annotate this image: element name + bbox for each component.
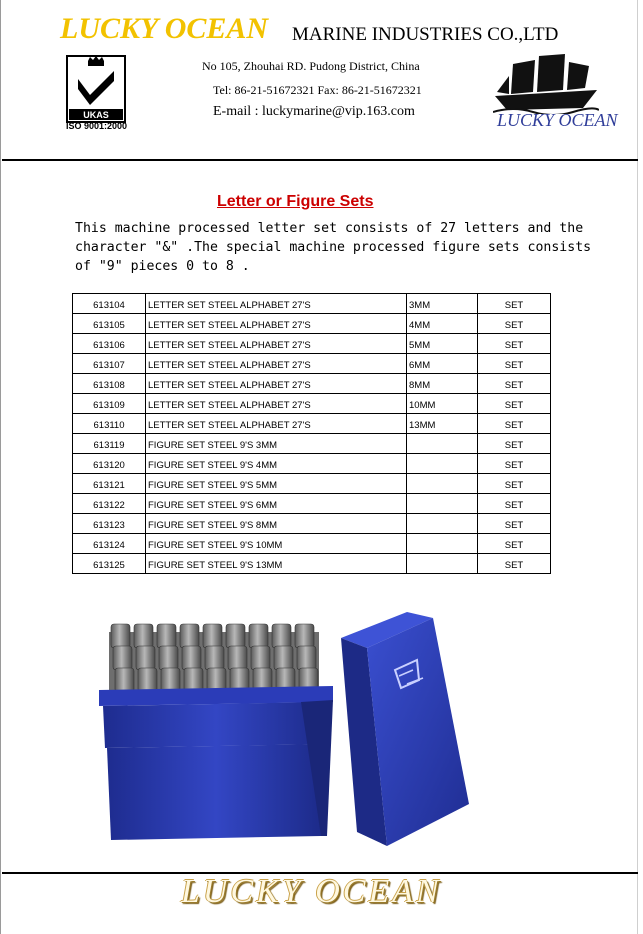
company-address: No 105, Zhouhai RD. Pudong District, China — [202, 59, 420, 73]
product-description: FIGURE SET STEEL 9'S 3MM — [146, 434, 407, 454]
table-row — [73, 374, 551, 394]
steel-stamp — [249, 624, 268, 648]
product-description: LETTER SET STEEL ALPHABET 27'S — [146, 294, 407, 314]
product-description: FIGURE SET STEEL 9'S 5MM — [146, 474, 407, 494]
product-unit: SET — [478, 494, 551, 514]
product-unit: SET — [478, 294, 551, 314]
product-code: 613104 — [73, 294, 146, 314]
product-unit: SET — [478, 334, 551, 354]
product-size: 8MM — [407, 374, 478, 394]
steel-stamp — [226, 624, 245, 648]
product-unit: SET — [478, 514, 551, 534]
steel-stamp — [295, 624, 314, 648]
product-code: 613107 — [73, 354, 146, 374]
product-code: 613125 — [73, 554, 146, 574]
ship-logo-icon — [493, 52, 599, 114]
steel-stamp — [180, 624, 199, 648]
table-row — [73, 314, 551, 334]
product-table — [72, 293, 551, 574]
table-row — [73, 334, 551, 354]
product-description: FIGURE SET STEEL 9'S 13MM — [146, 554, 407, 574]
company-tel-fax: Tel: 86-21-51672321 Fax: 86-21-51672321 — [213, 83, 422, 97]
product-code: 613110 — [73, 414, 146, 434]
steel-stamp — [203, 624, 222, 648]
product-description: LETTER SET STEEL ALPHABET 27'S — [146, 414, 407, 434]
product-size — [407, 514, 478, 534]
steel-stamp — [274, 646, 293, 670]
steel-stamp — [134, 624, 153, 648]
product-description: LETTER SET STEEL ALPHABET 27'S — [146, 394, 407, 414]
steel-stamp — [138, 668, 157, 692]
product-size: 3MM — [407, 294, 478, 314]
steel-stamp — [159, 646, 178, 670]
company-name: MARINE INDUSTRIES CO.,LTD — [292, 24, 559, 45]
product-unit: SET — [478, 454, 551, 474]
table-row — [73, 394, 551, 414]
table-row — [73, 534, 551, 554]
product-size — [407, 434, 478, 454]
product-code: 613109 — [73, 394, 146, 414]
product-code: 613120 — [73, 454, 146, 474]
product-size — [407, 454, 478, 474]
product-description: LETTER SET STEEL ALPHABET 27'S — [146, 354, 407, 374]
product-size — [407, 534, 478, 554]
page-border-left — [0, 0, 1, 934]
steel-stamp — [272, 624, 291, 648]
steel-stamp — [115, 668, 134, 692]
steel-stamp — [251, 646, 270, 670]
product-unit: SET — [478, 374, 551, 394]
footer-logo-text: LUCKY OCEAN — [181, 873, 442, 910]
product-unit: SET — [478, 474, 551, 494]
product-code: 613105 — [73, 314, 146, 334]
steel-stamp — [182, 646, 201, 670]
steel-stamp — [113, 646, 132, 670]
product-unit: SET — [478, 414, 551, 434]
product-size: 5MM — [407, 334, 478, 354]
product-unit: SET — [478, 314, 551, 334]
logo-text: LUCKY OCEAN — [497, 110, 618, 130]
product-description: FIGURE SET STEEL 9'S 8MM — [146, 514, 407, 534]
ukas-label: UKAS — [83, 110, 109, 120]
section-title: Letter or Figure Sets — [217, 193, 374, 210]
steel-stamp — [205, 646, 224, 670]
iso-label: ISO 9001:2000 — [66, 121, 128, 131]
product-unit: SET — [478, 534, 551, 554]
steel-stamp — [297, 646, 316, 670]
table-row — [73, 354, 551, 374]
product-description: LETTER SET STEEL ALPHABET 27'S — [146, 374, 407, 394]
brand-name: LUCKY OCEAN — [60, 12, 269, 45]
product-image — [95, 610, 555, 850]
header-divider — [2, 159, 638, 161]
product-code: 613106 — [73, 334, 146, 354]
product-unit: SET — [478, 554, 551, 574]
product-code: 613124 — [73, 534, 146, 554]
product-code: 613121 — [73, 474, 146, 494]
table-row — [73, 554, 551, 574]
table-row — [73, 474, 551, 494]
steel-stamp — [157, 624, 176, 648]
product-description: FIGURE SET STEEL 9'S 4MM — [146, 454, 407, 474]
product-size: 6MM — [407, 354, 478, 374]
product-unit: SET — [478, 394, 551, 414]
steel-stamp — [161, 668, 180, 692]
product-size — [407, 474, 478, 494]
table-row — [73, 454, 551, 474]
steel-stamp — [111, 624, 130, 648]
page-border-right — [637, 0, 638, 934]
steel-stamp — [228, 646, 247, 670]
table-row — [73, 494, 551, 514]
table-row — [73, 434, 551, 454]
steel-stamp — [136, 646, 155, 670]
table-row — [73, 414, 551, 434]
product-size — [407, 494, 478, 514]
product-size: 10MM — [407, 394, 478, 414]
product-size — [407, 554, 478, 574]
product-code: 613123 — [73, 514, 146, 534]
product-description: FIGURE SET STEEL 9'S 6MM — [146, 494, 407, 514]
product-description: LETTER SET STEEL ALPHABET 27'S — [146, 334, 407, 354]
table-row — [73, 514, 551, 534]
product-size: 13MM — [407, 414, 478, 434]
company-email: E-mail : luckymarine@vip.163.com — [213, 104, 415, 119]
product-description: LETTER SET STEEL ALPHABET 27'S — [146, 314, 407, 334]
section-description: This machine processed letter set consists of 27 letters and the character "&" .The special machine processed figure sets consists of "9" pieces 0 to 8 . — [75, 221, 592, 274]
product-code: 613119 — [73, 434, 146, 454]
table-row — [73, 294, 551, 314]
product-unit: SET — [478, 434, 551, 454]
product-size: 4MM — [407, 314, 478, 334]
product-code: 613122 — [73, 494, 146, 514]
product-unit: SET — [478, 354, 551, 374]
product-description: FIGURE SET STEEL 9'S 10MM — [146, 534, 407, 554]
product-code: 613108 — [73, 374, 146, 394]
ukas-logo-icon — [66, 55, 126, 123]
